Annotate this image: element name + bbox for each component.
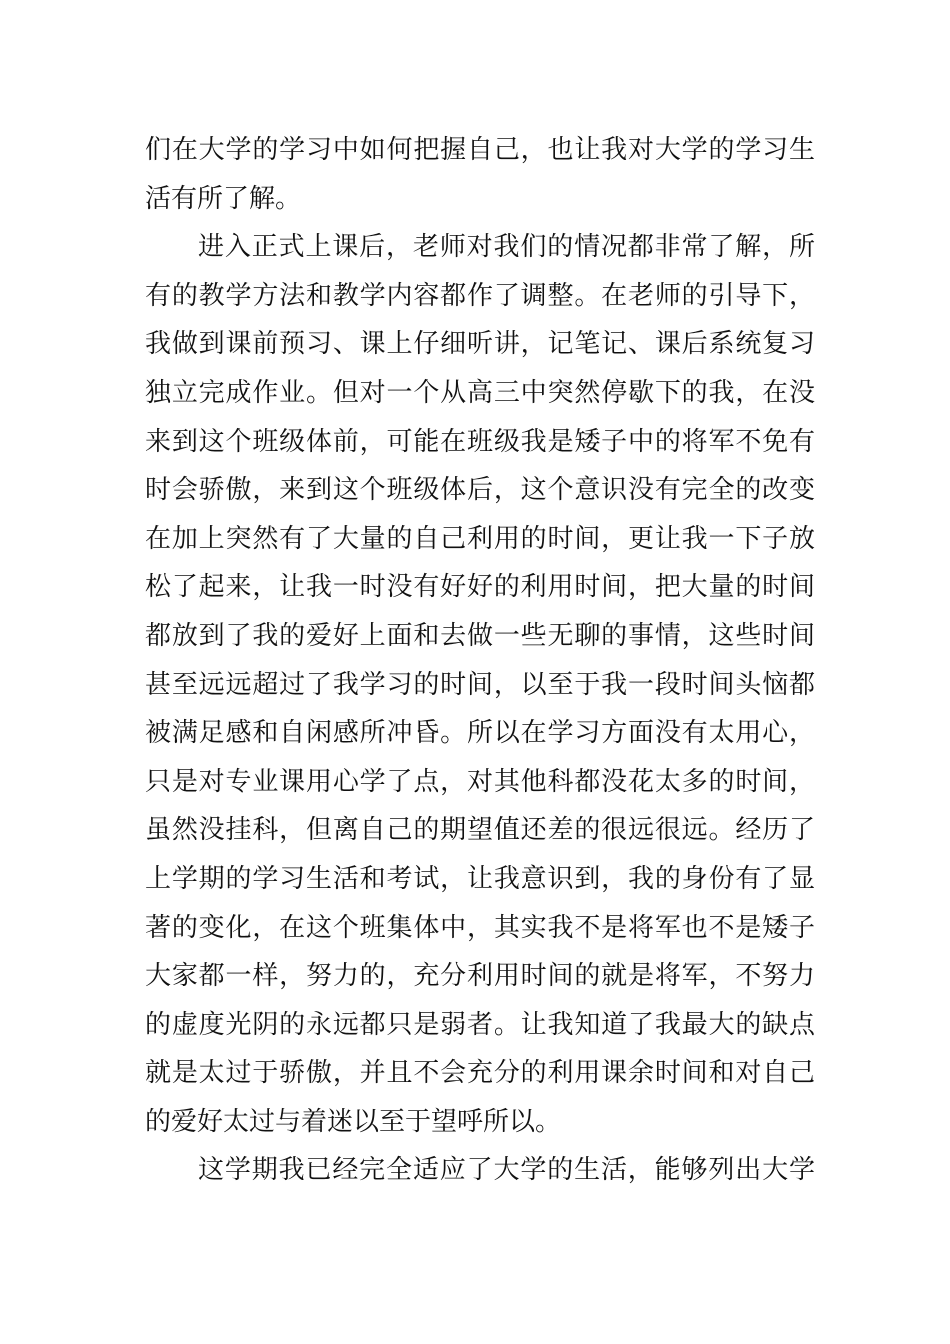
text-line: 甚至远远超过了我学习的时间，以至于我一段时间头恼都 <box>145 669 815 700</box>
text-line: 大家都一样，努力的，充分利用时间的就是将军，不努力 <box>145 961 815 992</box>
text-line: 上学期的学习生活和考试，让我意识到，我的身份有了显 <box>145 863 815 894</box>
text-line: 松了起来，让我一时没有好好的利用时间，把大量的时间 <box>145 572 815 603</box>
text-line: 被满足感和自闲感所冲昏。所以在学习方面没有太用心， <box>145 718 815 749</box>
text-line: 的爱好太过与着迷以至于望呼所以。 <box>145 1106 562 1137</box>
text-line: 时会骄傲，来到这个班级体后，这个意识没有完全的改变 <box>145 475 815 506</box>
text-line: 著的变化，在这个班集体中，其实我不是将军也不是矮子 <box>145 912 815 943</box>
text-line: 有的教学方法和教学内容都作了调整。在老师的引导下， <box>145 280 815 311</box>
text-line: 独立完成作业。但对一个从高三中突然停歇下的我，在没 <box>145 377 815 408</box>
paragraph-first-line: 进入正式上课后，老师对我们的情况都非常了解，所 <box>198 232 815 263</box>
text-line: 们在大学的学习中如何把握自己，也让我对大学的学习生 <box>145 135 815 165</box>
text-line: 就是太过于骄傲，并且不会充分的利用课余时间和对自己 <box>145 1058 815 1089</box>
text-line: 在加上突然有了大量的自己利用的时间，更让我一下子放 <box>145 523 815 554</box>
text-line: 的虚度光阴的永远都只是弱者。让我知道了我最大的缺点 <box>145 1009 815 1040</box>
text-line: 我做到课前预习、课上仔细听讲，记笔记、课后系统复习 <box>145 329 815 360</box>
text-line: 都放到了我的爱好上面和去做一些无聊的事情，这些时间 <box>145 620 815 651</box>
text-line: 只是对专业课用心学了点，对其他科都没花太多的时间， <box>145 766 815 797</box>
text-line: 虽然没挂科，但离自己的期望值还差的很远很远。经历了 <box>145 815 815 846</box>
text-line: 来到这个班级体前，可能在班级我是矮子中的将军不免有 <box>145 426 815 457</box>
body-text <box>145 126 815 1195</box>
paragraph-first-line: 这学期我已经完全适应了大学的生活，能够列出大学 <box>198 1155 815 1186</box>
text-line: 活有所了解。 <box>145 183 302 214</box>
